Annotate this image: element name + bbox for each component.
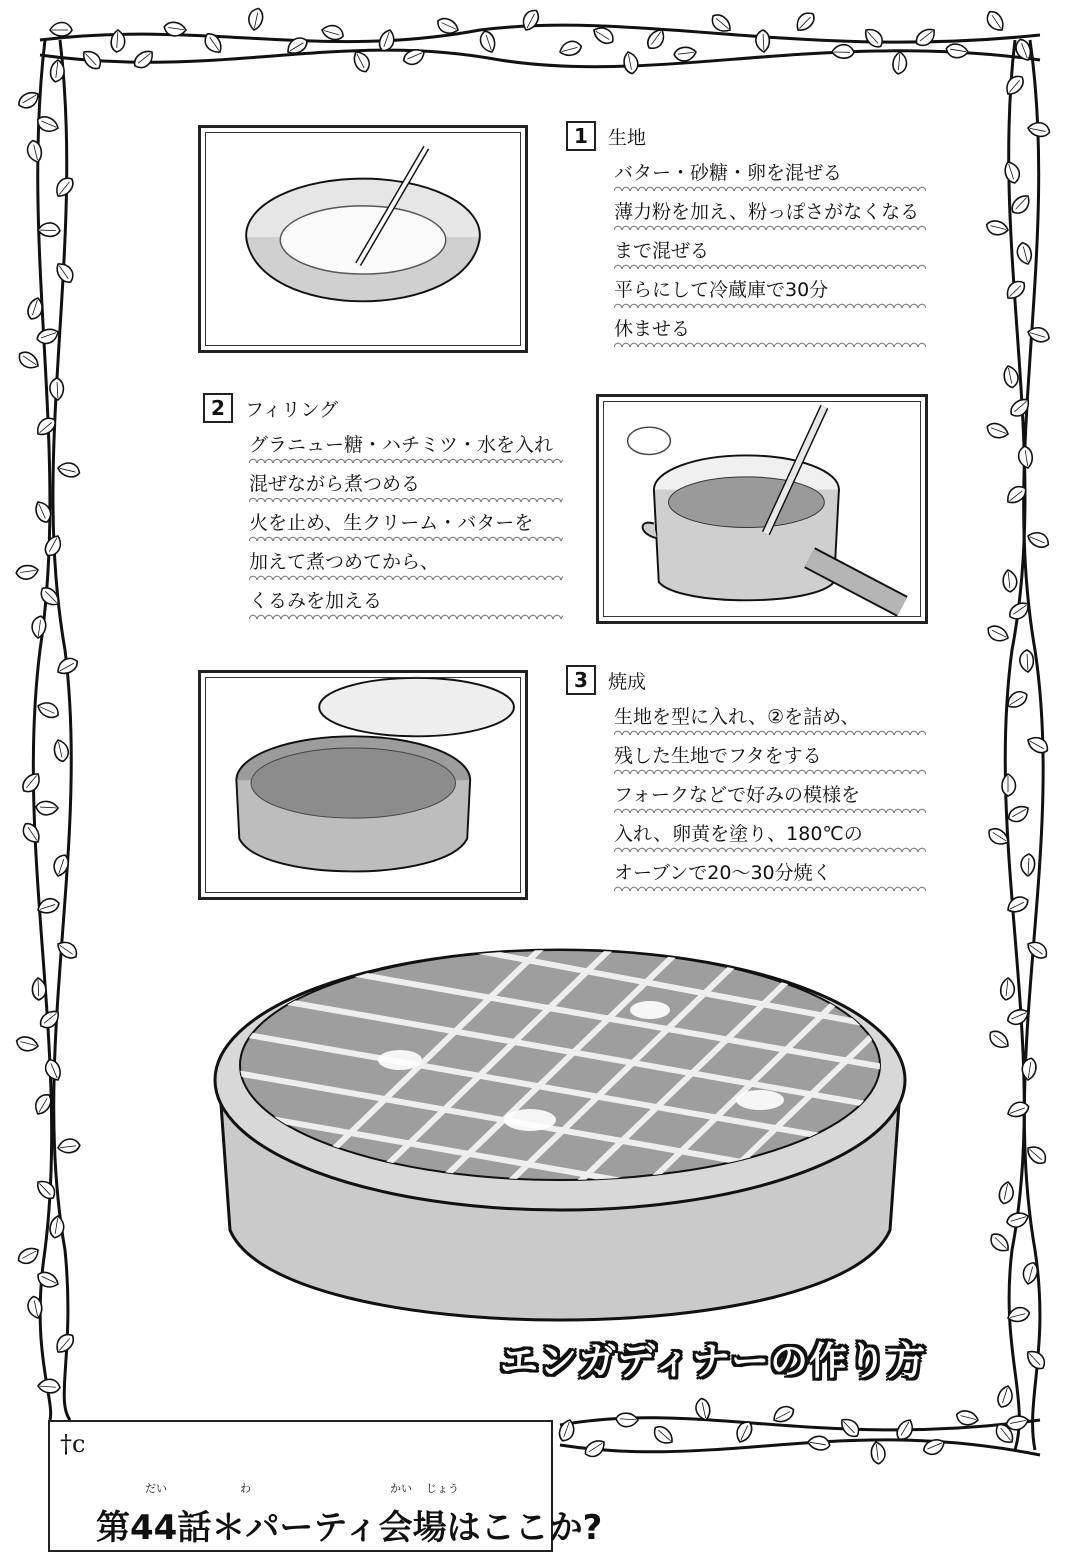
ruby-text: だい xyxy=(145,1482,167,1495)
vine-leaf xyxy=(38,223,60,237)
ruby-text: わ xyxy=(240,1482,251,1495)
vine-leaf xyxy=(755,30,770,53)
vine-leaf xyxy=(673,46,696,62)
vine-leaf xyxy=(519,7,541,33)
step-3 xyxy=(566,662,926,893)
step-number: 1 xyxy=(566,121,596,151)
vine-leaf xyxy=(1005,1210,1030,1229)
vine-leaf xyxy=(55,938,81,962)
vine-leaf xyxy=(1025,938,1051,962)
vine-leaf xyxy=(870,1441,886,1464)
step-line: フォークなどで好みの模様を xyxy=(614,776,926,815)
step-line: 混ぜながら煮つめる xyxy=(249,465,563,504)
vine-leaf xyxy=(998,1181,1016,1205)
vine-leaf xyxy=(1026,529,1052,550)
saucepan-illustration xyxy=(599,397,925,621)
vine-leaf xyxy=(807,1435,831,1452)
step-title: 焼成 xyxy=(608,670,647,693)
panel-mixing-bowl xyxy=(198,125,528,353)
step-line: 加えて煮つめてから、 xyxy=(249,543,563,582)
vine-leaf xyxy=(54,655,80,677)
vine-leaf xyxy=(1009,192,1034,217)
panel-tart-pan xyxy=(198,670,528,900)
vine-leaf xyxy=(1027,121,1051,138)
vine-leaf xyxy=(770,1403,796,1425)
vine-leaf xyxy=(1024,1142,1049,1167)
vine-leaf xyxy=(622,51,639,75)
recipe-title: エンガディナーの作り方 xyxy=(500,1339,926,1383)
vine-leaf xyxy=(650,1423,675,1448)
vine-leaf xyxy=(1002,160,1022,185)
vine-leaf xyxy=(986,1028,1012,1052)
vine-leaf xyxy=(49,378,64,401)
vine-leaf xyxy=(985,421,1010,441)
vine-leaf xyxy=(15,1035,40,1053)
chapter-title-box xyxy=(48,1420,603,1552)
engadiner-tart-illustration xyxy=(200,930,920,1350)
vine-leaf xyxy=(1015,241,1034,266)
step-line: 平らにして冷蔵庫で30分 xyxy=(614,271,926,310)
vine-leaf xyxy=(1005,894,1031,916)
vine-leaf xyxy=(42,533,64,559)
vine-leaf xyxy=(36,801,59,816)
step-1 xyxy=(566,118,926,349)
vine-leaf xyxy=(558,39,583,58)
vine-leaf xyxy=(1017,445,1034,469)
tart-pan-illustration xyxy=(201,673,525,897)
vine-leaf xyxy=(16,1245,42,1267)
vine-leaf xyxy=(16,349,42,372)
vine-leaf xyxy=(52,1330,77,1355)
ruby-text: じょう xyxy=(426,1482,459,1495)
vine-leaf xyxy=(52,738,70,762)
vine-leaf xyxy=(38,1379,61,1394)
vine-leaf xyxy=(15,564,39,580)
step-title: フィリング xyxy=(245,398,339,421)
vine-leaf xyxy=(1002,364,1020,388)
ruby-text: かい xyxy=(390,1482,412,1495)
vine-leaf xyxy=(983,8,1006,34)
vine-leaf xyxy=(25,139,43,164)
vine-leaf xyxy=(995,1384,1015,1409)
step-1-heading xyxy=(566,118,926,154)
vine-leaf xyxy=(985,623,1011,645)
vine-leaf xyxy=(1006,803,1032,825)
vine-leaf xyxy=(34,1177,59,1202)
vine-leaf xyxy=(52,174,76,200)
step-2-heading xyxy=(203,390,563,426)
vine-leaf xyxy=(1021,854,1036,877)
step-3-heading xyxy=(566,662,926,698)
vine-leaf xyxy=(35,1269,61,1291)
step-line: 生地を型に入れ、②を詰め、 xyxy=(614,698,926,737)
vine-leaf xyxy=(131,47,157,71)
vine-leaf xyxy=(50,23,72,37)
step-number: 3 xyxy=(566,665,596,695)
vine-leaf xyxy=(793,9,818,34)
vine-leaf xyxy=(19,770,43,796)
step-title: 生地 xyxy=(608,126,647,149)
step-line: 入れ、卵黄を塗り、180℃の xyxy=(614,815,926,854)
vine-leaf xyxy=(57,461,81,479)
vine-leaf xyxy=(43,1057,64,1083)
step-line: グラニュー糖・ハチミツ・水を入れ xyxy=(249,426,563,465)
vine-leaf xyxy=(1002,72,1026,98)
vine-leaf xyxy=(1024,1347,1049,1372)
vine-leaf xyxy=(351,49,373,75)
step-line: オーブンで20〜30分焼く xyxy=(614,854,926,893)
chapter-title: 第44話＊パーティ会場はここか? xyxy=(96,1508,603,1548)
step-2 xyxy=(203,390,563,621)
vine-leaf xyxy=(832,45,854,59)
vine-leaf xyxy=(1000,977,1016,1000)
vine-leaf xyxy=(19,820,42,846)
vine-leaf xyxy=(1019,650,1034,673)
step-line: 火を止め、生クリーム・バターを xyxy=(249,504,563,543)
vine-leaf xyxy=(1002,774,1016,796)
vine-leaf xyxy=(201,31,225,57)
step-line: バター・砂糖・卵を混ぜる xyxy=(614,154,926,193)
vine-leaf xyxy=(862,25,887,50)
vine-leaf xyxy=(57,1138,80,1154)
vine-leaf xyxy=(478,29,498,54)
vine-leaf xyxy=(1005,1099,1030,1119)
step-line: まで混ぜる xyxy=(614,232,926,271)
vine-leaf xyxy=(913,25,939,49)
vine-leaf xyxy=(31,615,47,639)
vine-leaf xyxy=(985,219,1010,237)
step-line: 薄力粉を加え、粉っぽさがなくなる xyxy=(614,193,926,232)
mixing-bowl-illustration xyxy=(201,128,525,350)
vine-leaf xyxy=(892,51,907,74)
vine-leaf xyxy=(35,326,60,346)
vine-leaf xyxy=(36,699,62,720)
step-line: くるみを加える xyxy=(249,582,563,621)
panel-saucepan xyxy=(596,394,928,624)
step-number: 2 xyxy=(203,393,233,423)
vine-leaf xyxy=(37,1007,63,1031)
vine-leaf xyxy=(616,1412,639,1427)
publisher-logo: †c xyxy=(60,1430,86,1458)
vine-leaf xyxy=(987,1230,1012,1255)
vine-leaf xyxy=(1025,733,1051,755)
vine-leaf xyxy=(320,23,345,42)
vine-leaf xyxy=(1002,569,1018,592)
vine-leaf xyxy=(955,1409,980,1427)
step-line: 残した生地でフタをする xyxy=(614,737,926,776)
vine-leaf xyxy=(247,7,265,31)
vine-leaf xyxy=(945,43,969,60)
step-line: 休ませる xyxy=(614,310,926,349)
